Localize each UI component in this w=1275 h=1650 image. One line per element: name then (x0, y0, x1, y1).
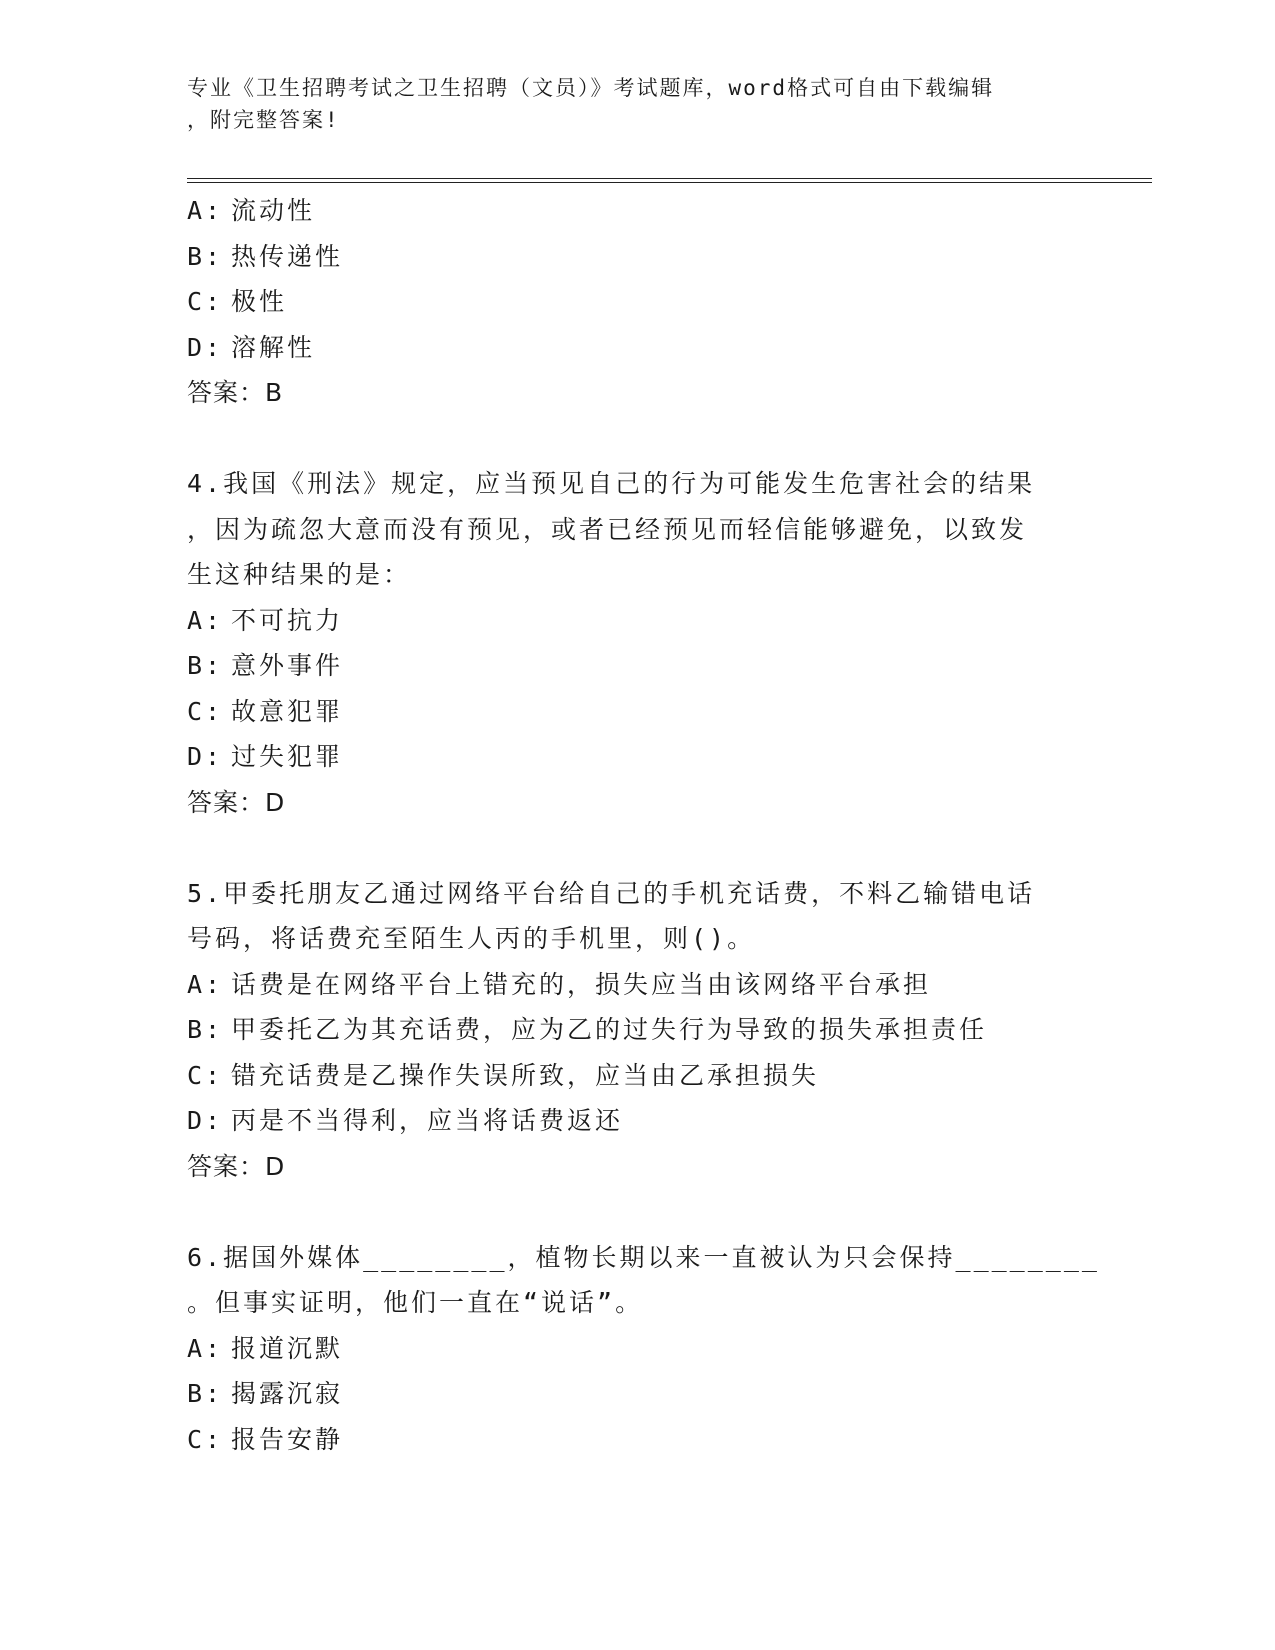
option-text: 溶解性 (231, 332, 316, 362)
question-stem-line: 生这种结果的是： (187, 560, 412, 589)
option-a (187, 598, 1067, 644)
document-body (187, 188, 1100, 1462)
question-3 (187, 188, 1067, 416)
option-d (187, 325, 1067, 371)
option-text: 丙是不当得利，应当将话费返还 (231, 1106, 624, 1135)
header-line-1: 专业《卫生招聘考试之卫生招聘（文员）》考试题库，word格式可自由下载编辑 (187, 76, 995, 100)
option-a (187, 962, 1067, 1008)
option-letter: B: (187, 651, 224, 680)
option-text: 不可抗力 (231, 605, 344, 635)
option-text: 揭露沉寂 (231, 1379, 344, 1408)
option-letter: C: (187, 1424, 224, 1454)
option-letter: C: (187, 696, 224, 726)
option-text: 意外事件 (231, 651, 344, 680)
option-b (187, 234, 1067, 280)
option-text: 甲委托乙为其充话费，应为乙的过失行为导致的损失承担责任 (231, 1015, 988, 1044)
option-c (187, 1053, 1067, 1099)
answer-line: 答案：D (187, 1151, 286, 1181)
option-c (187, 1417, 1067, 1463)
question-stem-line: 4.我国《刑法》规定，应当预见自己的行为可能发生危害社会的结果 (187, 469, 1036, 498)
option-b (187, 1371, 1067, 1417)
question-stem-line: 5.甲委托朋友乙通过网络平台给自己的手机充话费，不料乙输错电话 (187, 878, 1036, 908)
option-letter: A: (187, 969, 224, 999)
option-text: 错充话费是乙操作失误所致，应当由乙承担损失 (231, 1060, 820, 1090)
option-d (187, 734, 1067, 780)
question-stem-line: 6.据国外媒体________，植物长期以来一直被认为只会保持________ (187, 1242, 1100, 1272)
option-a (187, 1326, 1067, 1372)
option-c (187, 689, 1067, 735)
option-text: 报道沉默 (231, 1333, 344, 1363)
answer-line: 答案：D (187, 787, 286, 817)
option-letter: C: (187, 1060, 224, 1090)
spacer (187, 825, 1067, 871)
option-letter: A: (187, 1333, 224, 1363)
question-stem-line: 号码，将话费充至陌生人丙的手机里，则()。 (187, 924, 756, 953)
header-line-2: ，附完整答案! (187, 108, 340, 132)
question-5 (187, 871, 1067, 1190)
header-divider (187, 178, 1152, 183)
document-header (187, 72, 1067, 136)
option-b (187, 643, 1067, 689)
option-letter: B: (187, 1379, 224, 1408)
spacer (187, 416, 1067, 462)
option-letter: A: (187, 605, 224, 635)
option-text: 报告安静 (231, 1424, 344, 1454)
question-stem-line: ，因为疏忽大意而没有预见，或者已经预见而轻信能够避免，以致发 (187, 514, 1028, 544)
option-b (187, 1007, 1067, 1053)
option-letter: A: (187, 196, 224, 225)
option-text: 流动性 (231, 196, 316, 225)
option-letter: D: (187, 332, 224, 362)
option-letter: D: (187, 742, 224, 771)
option-text: 过失犯罪 (231, 742, 344, 771)
question-stem-line: 。但事实证明，他们一直在“说话”。 (187, 1288, 644, 1317)
option-letter: B: (187, 241, 224, 271)
question-4 (187, 461, 1067, 825)
option-a (187, 188, 1067, 234)
option-text: 话费是在网络平台上错充的，损失应当由该网络平台承担 (231, 969, 932, 999)
option-d (187, 1098, 1067, 1144)
spacer (187, 1189, 1067, 1235)
option-letter: B: (187, 1015, 224, 1044)
option-letter: C: (187, 287, 224, 316)
option-letter: D: (187, 1106, 224, 1135)
question-6 (187, 1235, 1100, 1463)
answer-line: 答案：B (187, 378, 284, 407)
option-text: 热传递性 (231, 241, 344, 271)
option-text: 故意犯罪 (231, 696, 344, 726)
option-text: 极性 (231, 287, 288, 316)
option-c (187, 279, 1067, 325)
